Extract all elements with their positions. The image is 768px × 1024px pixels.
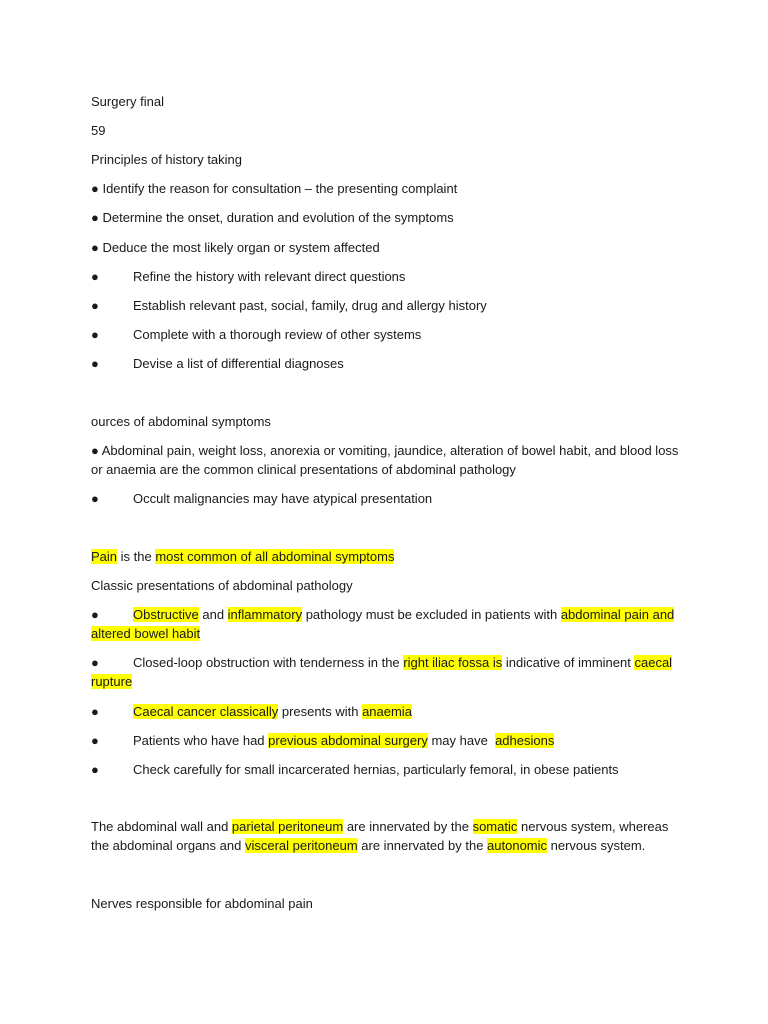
- paragraph-innervation: The abdominal wall and parietal peritoneum are innervated by the somatic nervous system, whereas the abdominal organs and visceral peritoneum are innervated by the autonomic nervous system.: [91, 819, 669, 853]
- page-number: 59: [91, 123, 106, 138]
- section-heading-sources: ources of abdominal symptoms: [91, 414, 271, 429]
- list-item: ● Deduce the most likely organ or system affected: [91, 240, 380, 255]
- list-item: ● Identify the reason for consultation – the presenting complaint: [91, 181, 458, 196]
- bullet-glyph: ●: [91, 491, 99, 506]
- highlighted-text: previous abdominal surgery: [268, 733, 428, 748]
- bullet-glyph: ●: [91, 733, 99, 748]
- list-item: ● Determine the onset, duration and evolution of the symptoms: [91, 210, 454, 225]
- document-title: Surgery final: [91, 94, 164, 109]
- section-heading-presentations: Classic presentations of abdominal pathology: [91, 578, 353, 593]
- highlighted-text: somatic: [472, 819, 518, 834]
- highlighted-text: Obstructive: [133, 607, 199, 622]
- list-item: ● Caecal cancer classically presents with anaemia: [91, 704, 412, 719]
- list-item: ● Patients who have had previous abdominal surgery may have adhesions: [91, 733, 555, 748]
- highlighted-text: right iliac fossa is: [403, 655, 503, 670]
- section-heading-nerves: Nerves responsible for abdominal pain: [91, 896, 313, 911]
- highlighted-text: inflammatory: [227, 607, 303, 622]
- list-item: ● Complete with a thorough review of other systems: [91, 327, 422, 342]
- bullet-glyph: ●: [91, 327, 99, 342]
- bullet-glyph: ●: [91, 356, 99, 371]
- paragraph: ● Abdominal pain, weight loss, anorexia or vomiting, jaundice, alteration of bowel habit, and blood loss or anaemia are the common clinical presentations of abdominal pathology: [91, 443, 679, 477]
- list-item: ● Establish relevant past, social, family, drug and allergy history: [91, 298, 487, 313]
- bullet-glyph: ●: [91, 607, 99, 622]
- bullet-glyph: ●: [91, 704, 99, 719]
- bullet-glyph: ●: [91, 762, 99, 777]
- highlighted-text: anaemia: [362, 704, 412, 719]
- bullet-glyph: ●: [91, 269, 99, 284]
- list-item: ● Refine the history with relevant direct questions: [91, 269, 406, 284]
- list-item: ● Occult malignancies may have atypical presentation: [91, 491, 433, 506]
- highlighted-text: visceral peritoneum: [244, 838, 358, 853]
- bullet-glyph: ●: [91, 655, 99, 670]
- highlighted-text: parietal peritoneum: [231, 819, 344, 834]
- highlighted-text: abdominal pain and altered bowel habit: [91, 607, 675, 641]
- highlighted-text: Pain: [91, 549, 118, 564]
- list-item: ● Closed-loop obstruction with tenderness in the right iliac fossa is indicative of imminent caecal rupture: [91, 655, 673, 689]
- list-item: ● Devise a list of differential diagnoses: [91, 356, 344, 371]
- bullet-glyph: ●: [91, 298, 99, 313]
- highlighted-text: Caecal cancer classically: [133, 704, 279, 719]
- highlighted-text: most common of all abdominal symptoms: [155, 549, 395, 564]
- highlighted-text: caecal rupture: [91, 655, 673, 689]
- section-heading-history: Principles of history taking: [91, 152, 243, 167]
- list-item: ● Obstructive and inflammatory pathology must be excluded in patients with abdominal pain and altered bowel habit: [91, 607, 675, 641]
- list-item: ● Check carefully for small incarcerated hernias, particularly femoral, in obese patients: [91, 762, 619, 777]
- paragraph: Pain is the most common of all abdominal symptoms: [91, 549, 395, 564]
- highlighted-text: autonomic: [487, 838, 548, 853]
- highlighted-text: adhesions: [495, 733, 555, 748]
